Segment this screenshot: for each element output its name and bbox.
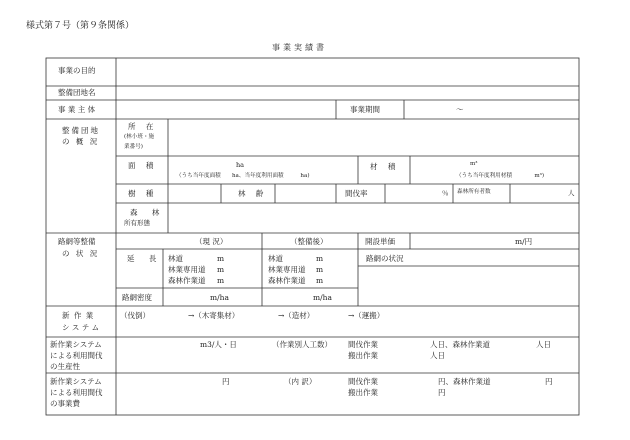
current-unit-m: m xyxy=(217,276,225,285)
forest-label-2: 所有形態 xyxy=(124,219,150,227)
after-unit-m: m xyxy=(316,276,324,285)
road-status-label: 路網の状況 xyxy=(366,254,404,263)
cost-haul-work-label: 搬出作業 xyxy=(348,388,378,397)
system-example: （伐倒） xyxy=(120,311,150,320)
after-forestry-road: 林業専用道 xyxy=(268,265,306,274)
volume-label: 材 積 xyxy=(370,162,400,171)
cut-work-unit: 人日、森林作業道 xyxy=(430,340,490,349)
road-work-unit: 人日 xyxy=(536,340,551,349)
road-label-2: の 状 況 xyxy=(62,249,100,258)
unit-cost-unit: m/円 xyxy=(515,237,533,246)
road-label-1: 路網等整備 xyxy=(58,237,96,246)
overview-label-1: 整備団地 xyxy=(62,126,100,135)
cost-label-3: の事業費 xyxy=(50,399,80,408)
productivity-label-3: の生産性 xyxy=(50,362,80,371)
overview-label-2: の 概 況 xyxy=(62,137,100,146)
productivity-label-1: 新作業システム xyxy=(50,340,102,349)
forest-label-1: 森 林 xyxy=(130,208,166,217)
cut-work-label: 間伐作業 xyxy=(348,340,378,349)
area-unit: ha xyxy=(236,161,245,169)
cost-cut-work-label: 間伐作業 xyxy=(348,377,378,386)
cut-rate-unit: ％ xyxy=(442,189,449,197)
unit-cost-label: 開設単価 xyxy=(365,237,395,246)
after-unit-m: m xyxy=(316,265,324,274)
location-note-2: 業番号) xyxy=(124,144,143,150)
new-system-label-1: 新 作 業 xyxy=(62,311,95,320)
current-work-road: 森林作業道 xyxy=(168,276,206,285)
period-separator: ～ xyxy=(456,105,464,114)
form-number: 様式第７号（第９条関係） xyxy=(26,21,135,31)
system-step-3: →（運搬） xyxy=(348,311,385,320)
volume-note: （うち当年度利用材積 m³) xyxy=(456,173,545,179)
workers-label: （作業別人工数） xyxy=(272,340,332,349)
density-current-unit: m/ha xyxy=(210,293,229,302)
purpose-label: 事業の目的 xyxy=(58,66,96,75)
system-step-2: →（造材） xyxy=(278,311,315,320)
system-step-1: →（木寄集材） xyxy=(188,311,240,320)
owner-label: 事 業 主 体 xyxy=(58,105,96,114)
length-label: 延 長 xyxy=(127,254,163,263)
species-label: 樹 種 xyxy=(128,189,158,198)
cost-cut-work-unit: 円、森林作業道 xyxy=(438,377,491,386)
haul-work-label: 搬出作業 xyxy=(348,351,378,360)
haul-work-unit: 人日 xyxy=(430,351,445,360)
area-name-label: 整備団地名 xyxy=(58,88,96,97)
breakdown-label: （内 訳） xyxy=(284,377,317,386)
cost-unit: 円 xyxy=(222,377,230,386)
page-title: 事業実績書 xyxy=(272,43,327,52)
area-label: 面 積 xyxy=(128,161,158,170)
period-label: 事業期間 xyxy=(350,105,380,114)
current-forest-road: 林道 xyxy=(168,254,183,263)
new-system-label-2: シ ス テ ム xyxy=(62,323,100,332)
location-label: 所 在 xyxy=(128,122,158,131)
current-forestry-road: 林業専用道 xyxy=(168,265,206,274)
owners-label: 森林所有者数 xyxy=(457,189,491,195)
density-label: 路網密度 xyxy=(122,293,152,302)
cut-rate-label: 間伐率 xyxy=(345,189,368,198)
current-unit-m: m xyxy=(217,265,225,274)
area-note: （うち当年度面積 ha、当年度利用面積 ha) xyxy=(176,173,310,179)
road-after-header: （整備後） xyxy=(290,237,328,246)
cost-label-1: 新作業システム xyxy=(50,377,102,386)
after-unit-m: m xyxy=(316,254,324,263)
volume-unit: m³ xyxy=(470,161,478,167)
age-label: 林 齢 xyxy=(238,189,268,198)
after-forest-road: 林道 xyxy=(268,254,283,263)
productivity-unit: m3/人・日 xyxy=(200,340,237,349)
current-unit-m: m xyxy=(217,254,225,263)
productivity-label-2: による利用間伐 xyxy=(50,351,103,360)
density-after-unit: m/ha xyxy=(313,293,332,302)
location-note-1: (林小班・施 xyxy=(124,134,155,140)
cost-haul-work-unit: 円 xyxy=(438,388,446,397)
owners-unit: 人 xyxy=(568,189,575,197)
road-current-header: （現 況） xyxy=(195,237,228,246)
cost-road-work-unit: 円 xyxy=(545,377,553,386)
after-work-road: 森林作業道 xyxy=(268,276,306,285)
cost-label-2: による利用間伐 xyxy=(50,388,103,397)
